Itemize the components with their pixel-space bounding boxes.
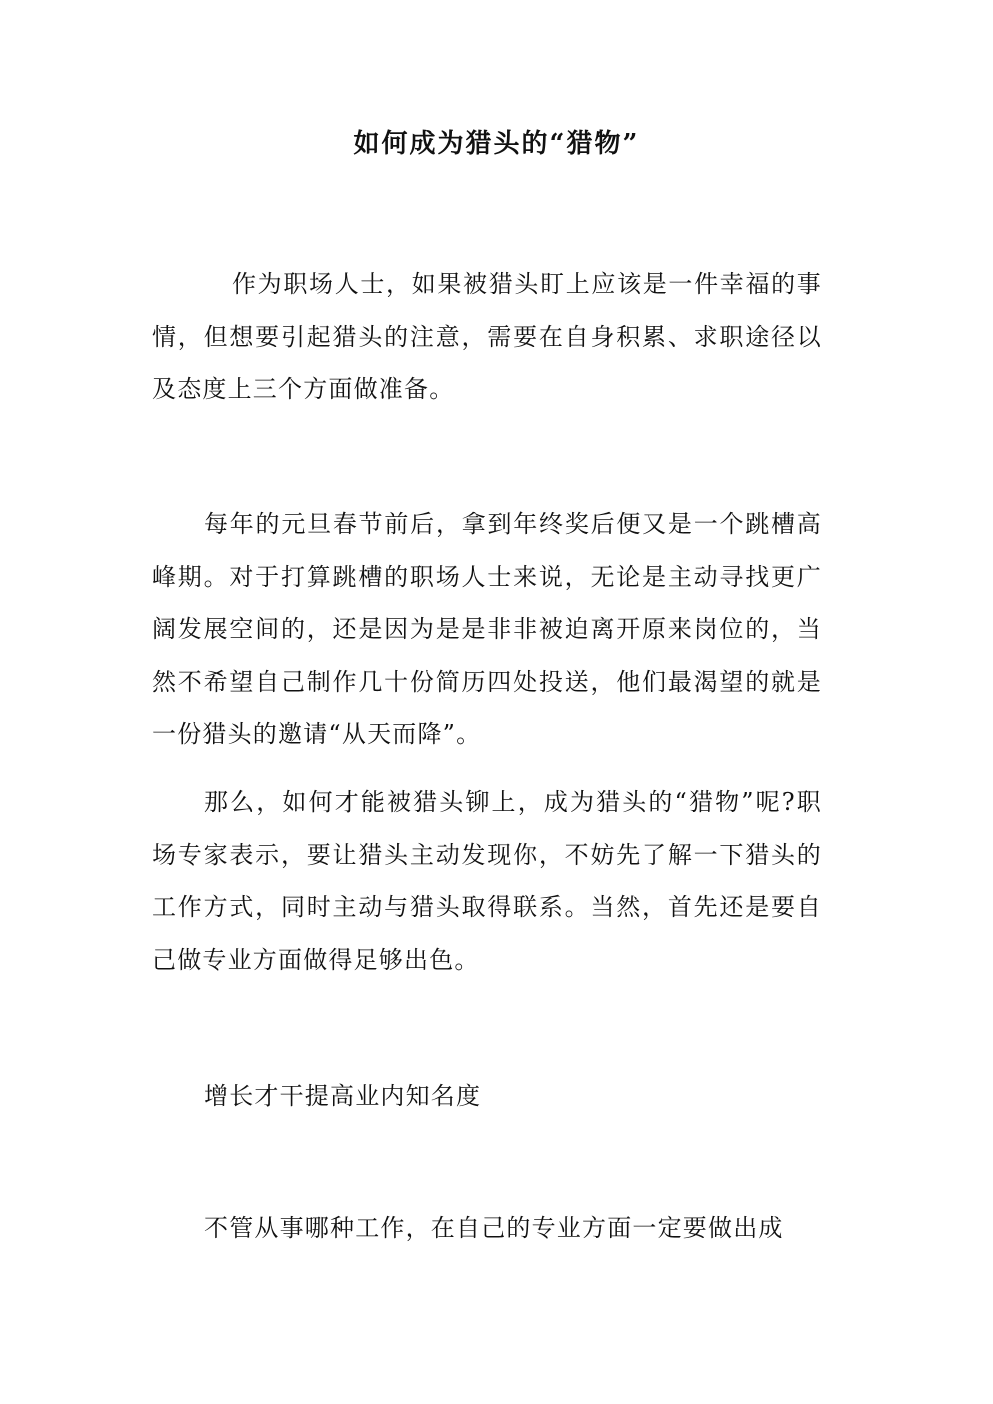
body-paragraph: 那么，如何才能被猎头铆上，成为猎头的“猎物”呢?职场专家表示，要让猎头主动发现你，不妨先了解一下猎头的工作方式，同时主动与猎头取得联系。当然，首先还是要自己做专业方面做得足够出色。 (152, 788, 822, 974)
intro-paragraph: 作为职场人士，如果被猎头盯上应该是一件幸福的事情，但想要引起猎头的注意，需要在自身积累、求职途径以及态度上三个方面做准备。 (152, 270, 822, 403)
body-paragraph: 每年的元旦春节前后，拿到年终奖后便又是一个跳槽高峰期。对于打算跳槽的职场人士来说，无论是主动寻找更广阔发展空间的，还是因为是是非非被迫离开原来岗位的，当然不希望自己制作几十份简历四处投送，他们最渴望的就是一份猎头的邀请“从天而降”。 (152, 510, 822, 748)
body-paragraph: 不管从事哪种工作，在自己的专业方面一定要做出成 (204, 1214, 784, 1242)
section-heading: 增长才干提高业内知名度 (204, 1082, 482, 1110)
document-title: 如何成为猎头的“猎物” (353, 129, 640, 159)
